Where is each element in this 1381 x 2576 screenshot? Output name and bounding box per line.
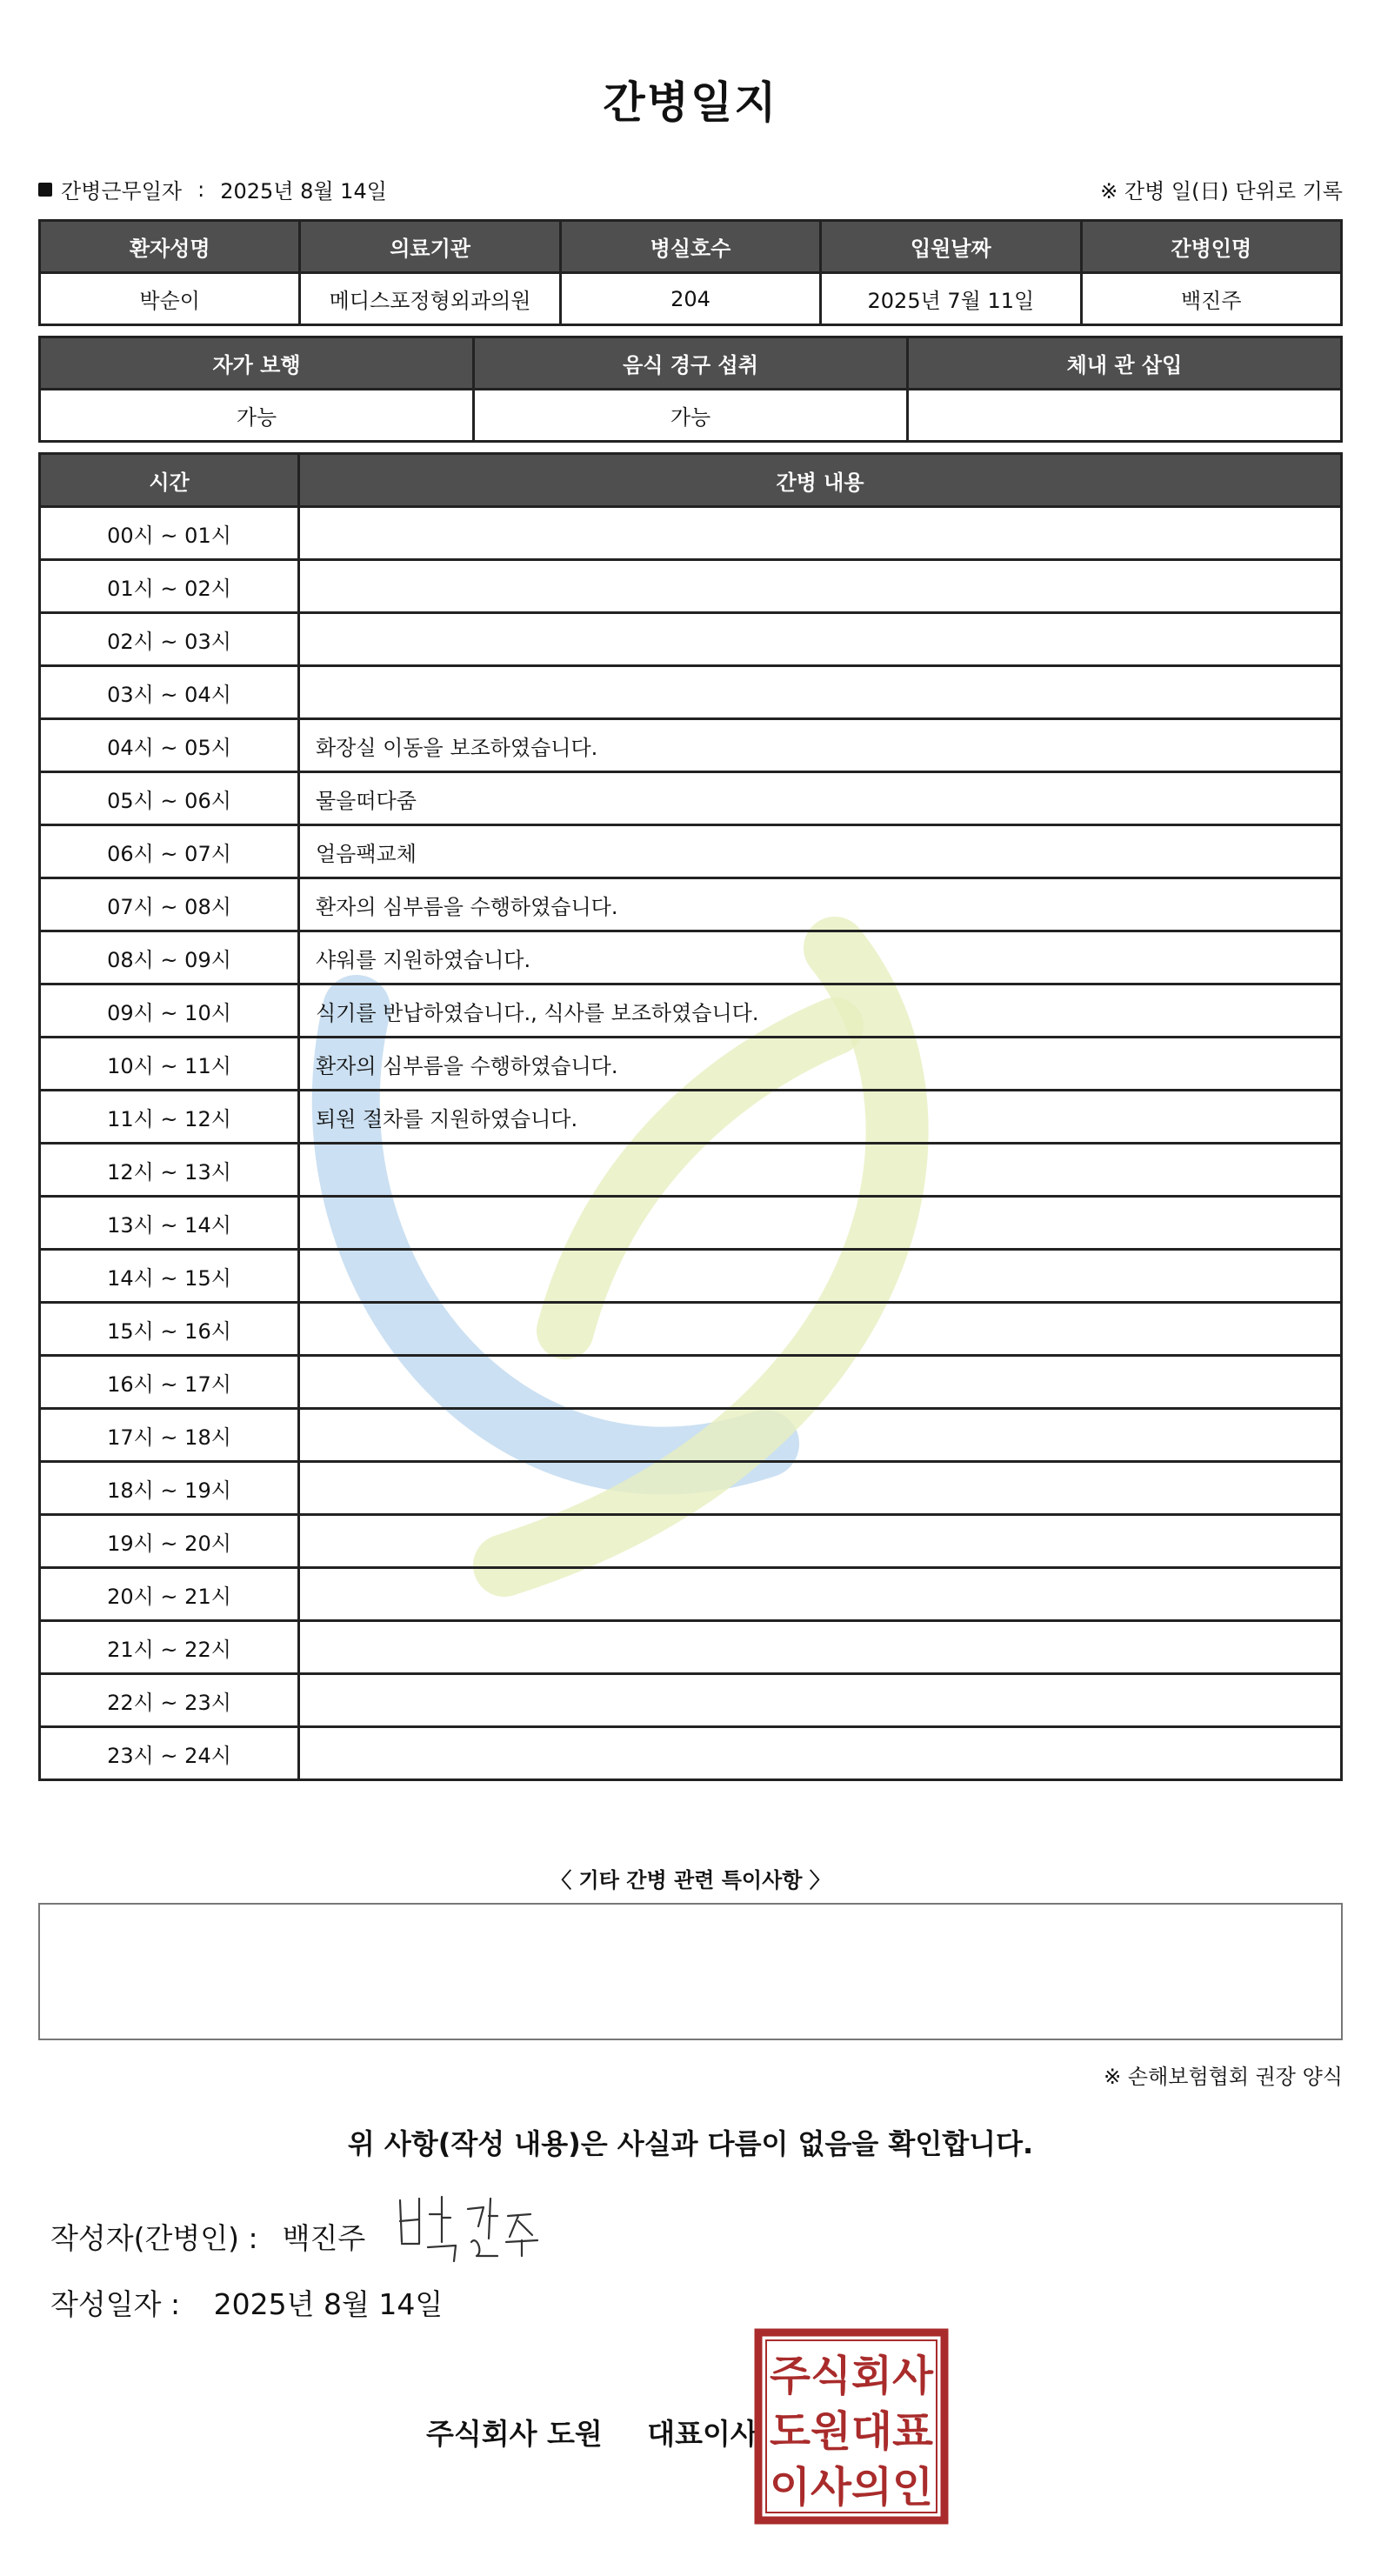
confirmation-statement: 위 사항(작성 내용)은 사실과 다름이 없음을 확인합니다. <box>347 2127 1034 2160</box>
work-date-separator: : <box>197 177 205 202</box>
svg-text:주식회사: 주식회사 <box>770 2352 934 2400</box>
log-row <box>40 772 1342 825</box>
log-content <box>299 1250 1342 1303</box>
remarks-box <box>38 1903 1343 2040</box>
bullet-square-icon <box>38 183 52 197</box>
patient-name: 박순이 <box>40 273 300 325</box>
log-content <box>299 1515 1342 1568</box>
log-content <box>299 1674 1342 1727</box>
log-time: 00시 ~ 01시 <box>40 507 299 560</box>
log-time: 09시 ~ 10시 <box>40 984 299 1038</box>
self-walking-value: 가능 <box>40 390 474 442</box>
log-time: 22시 ~ 23시 <box>40 1674 299 1727</box>
log-time: 16시 ~ 17시 <box>40 1356 299 1409</box>
company-line <box>426 2412 758 2453</box>
log-row <box>40 613 1342 666</box>
log-row <box>40 1727 1342 1780</box>
work-date-label: 간병근무일자 <box>61 179 183 204</box>
log-time: 21시 ~ 22시 <box>40 1621 299 1674</box>
header-patient-name: 환자성명 <box>40 221 300 273</box>
log-row <box>40 666 1342 719</box>
handwritten-signature <box>393 2190 545 2264</box>
care-log-table <box>38 452 1343 1781</box>
work-date-value: 2025년 8월 14일 <box>220 179 387 204</box>
log-time: 08시 ~ 09시 <box>40 931 299 984</box>
log-row <box>40 719 1342 772</box>
log-time: 05시 ~ 06시 <box>40 772 299 825</box>
log-time: 13시 ~ 14시 <box>40 1197 299 1250</box>
header-hospital: 의료기관 <box>300 221 560 273</box>
log-time: 02시 ~ 03시 <box>40 613 299 666</box>
log-row <box>40 1568 1342 1621</box>
log-time: 10시 ~ 11시 <box>40 1038 299 1091</box>
log-time: 06시 ~ 07시 <box>40 825 299 878</box>
log-content: 얼음팩교체 <box>299 825 1342 878</box>
log-row <box>40 825 1342 878</box>
log-time: 11시 ~ 12시 <box>40 1091 299 1144</box>
patient-info-table <box>38 219 1343 326</box>
log-row <box>40 1409 1342 1462</box>
log-row <box>40 984 1342 1038</box>
log-content: 환자의 심부름을 수행하였습니다. <box>299 878 1342 931</box>
hospital-name: 메디스포정형외과의원 <box>300 273 560 325</box>
log-time: 15시 ~ 16시 <box>40 1303 299 1356</box>
log-row <box>40 1038 1342 1091</box>
log-row <box>40 1091 1342 1144</box>
status-table <box>38 336 1343 443</box>
log-time: 07시 ~ 08시 <box>40 878 299 931</box>
log-row <box>40 507 1342 560</box>
log-time: 04시 ~ 05시 <box>40 719 299 772</box>
log-time: 14시 ~ 15시 <box>40 1250 299 1303</box>
write-date-label: 작성일자 : <box>50 2287 181 2321</box>
log-content: 환자의 심부름을 수행하였습니다. <box>299 1038 1342 1091</box>
log-content: 식기를 반납하였습니다., 식사를 보조하였습니다. <box>299 984 1342 1038</box>
log-row <box>40 1515 1342 1568</box>
log-content <box>299 560 1342 613</box>
oral-intake-value: 가능 <box>474 390 908 442</box>
header-caregiver-name: 간병인명 <box>1081 221 1341 273</box>
header-tube-insertion: 체내 관 삽입 <box>908 337 1342 390</box>
log-row <box>40 1144 1342 1197</box>
log-row <box>40 1674 1342 1727</box>
log-time: 23시 ~ 24시 <box>40 1727 299 1780</box>
log-row <box>40 878 1342 931</box>
log-time: 03시 ~ 04시 <box>40 666 299 719</box>
write-date-line <box>50 2282 443 2323</box>
log-content: 화장실 이동을 보조하였습니다. <box>299 719 1342 772</box>
log-row <box>40 560 1342 613</box>
writer-name: 백진주 <box>282 2221 366 2255</box>
write-date-value: 2025년 8월 14일 <box>213 2287 444 2321</box>
caregiver-name: 백진주 <box>1081 273 1341 325</box>
log-content <box>299 1409 1342 1462</box>
association-note: ※ 손해보험협회 권장 양식 <box>1104 2065 1343 2089</box>
log-content <box>299 1197 1342 1250</box>
header-admission-date: 입원날짜 <box>821 221 1081 273</box>
log-row <box>40 1621 1342 1674</box>
log-time: 12시 ~ 13시 <box>40 1144 299 1197</box>
log-content <box>299 666 1342 719</box>
log-content <box>299 507 1342 560</box>
log-content <box>299 1356 1342 1409</box>
writer-label: 작성자(간병인) : <box>50 2221 258 2255</box>
admission-date: 2025년 7월 11일 <box>821 273 1081 325</box>
svg-text:이사의인: 이사의인 <box>770 2463 933 2512</box>
log-row <box>40 1462 1342 1515</box>
company-name: 주식회사 도원 <box>426 2417 603 2451</box>
log-row <box>40 931 1342 984</box>
log-time: 17시 ~ 18시 <box>40 1409 299 1462</box>
header-time: 시간 <box>40 454 299 507</box>
log-content: 물을떠다줌 <box>299 772 1342 825</box>
remarks-title: 〈 기타 간병 관련 특이사항 〉 <box>550 1868 831 1892</box>
log-time: 01시 ~ 02시 <box>40 560 299 613</box>
company-seal-stamp <box>753 2327 950 2526</box>
room-number: 204 <box>560 273 820 325</box>
header-care-content: 간병 내용 <box>299 454 1342 507</box>
log-content <box>299 1568 1342 1621</box>
log-content <box>299 1621 1342 1674</box>
writer-line <box>50 2216 365 2257</box>
log-content <box>299 613 1342 666</box>
unit-note: ※ 간병 일(日) 단위로 기록 <box>1100 179 1343 204</box>
document-title: 간병일지 <box>603 77 778 128</box>
work-date <box>38 174 387 204</box>
log-content: 샤워를 지원하였습니다. <box>299 931 1342 984</box>
header-room-number: 병실호수 <box>560 221 820 273</box>
log-content <box>299 1727 1342 1780</box>
log-content <box>299 1303 1342 1356</box>
log-content: 퇴원 절차를 지원하였습니다. <box>299 1091 1342 1144</box>
svg-text:도원대표: 도원대표 <box>770 2407 934 2456</box>
representative-title: 대표이사 <box>647 2417 758 2451</box>
log-row <box>40 1356 1342 1409</box>
log-row <box>40 1250 1342 1303</box>
tube-insertion-value <box>908 390 1342 442</box>
log-content <box>299 1462 1342 1515</box>
log-content <box>299 1144 1342 1197</box>
header-oral-intake: 음식 경구 섭취 <box>474 337 908 390</box>
header-self-walking: 자가 보행 <box>40 337 474 390</box>
log-time: 18시 ~ 19시 <box>40 1462 299 1515</box>
log-time: 19시 ~ 20시 <box>40 1515 299 1568</box>
log-time: 20시 ~ 21시 <box>40 1568 299 1621</box>
log-row <box>40 1303 1342 1356</box>
log-row <box>40 1197 1342 1250</box>
